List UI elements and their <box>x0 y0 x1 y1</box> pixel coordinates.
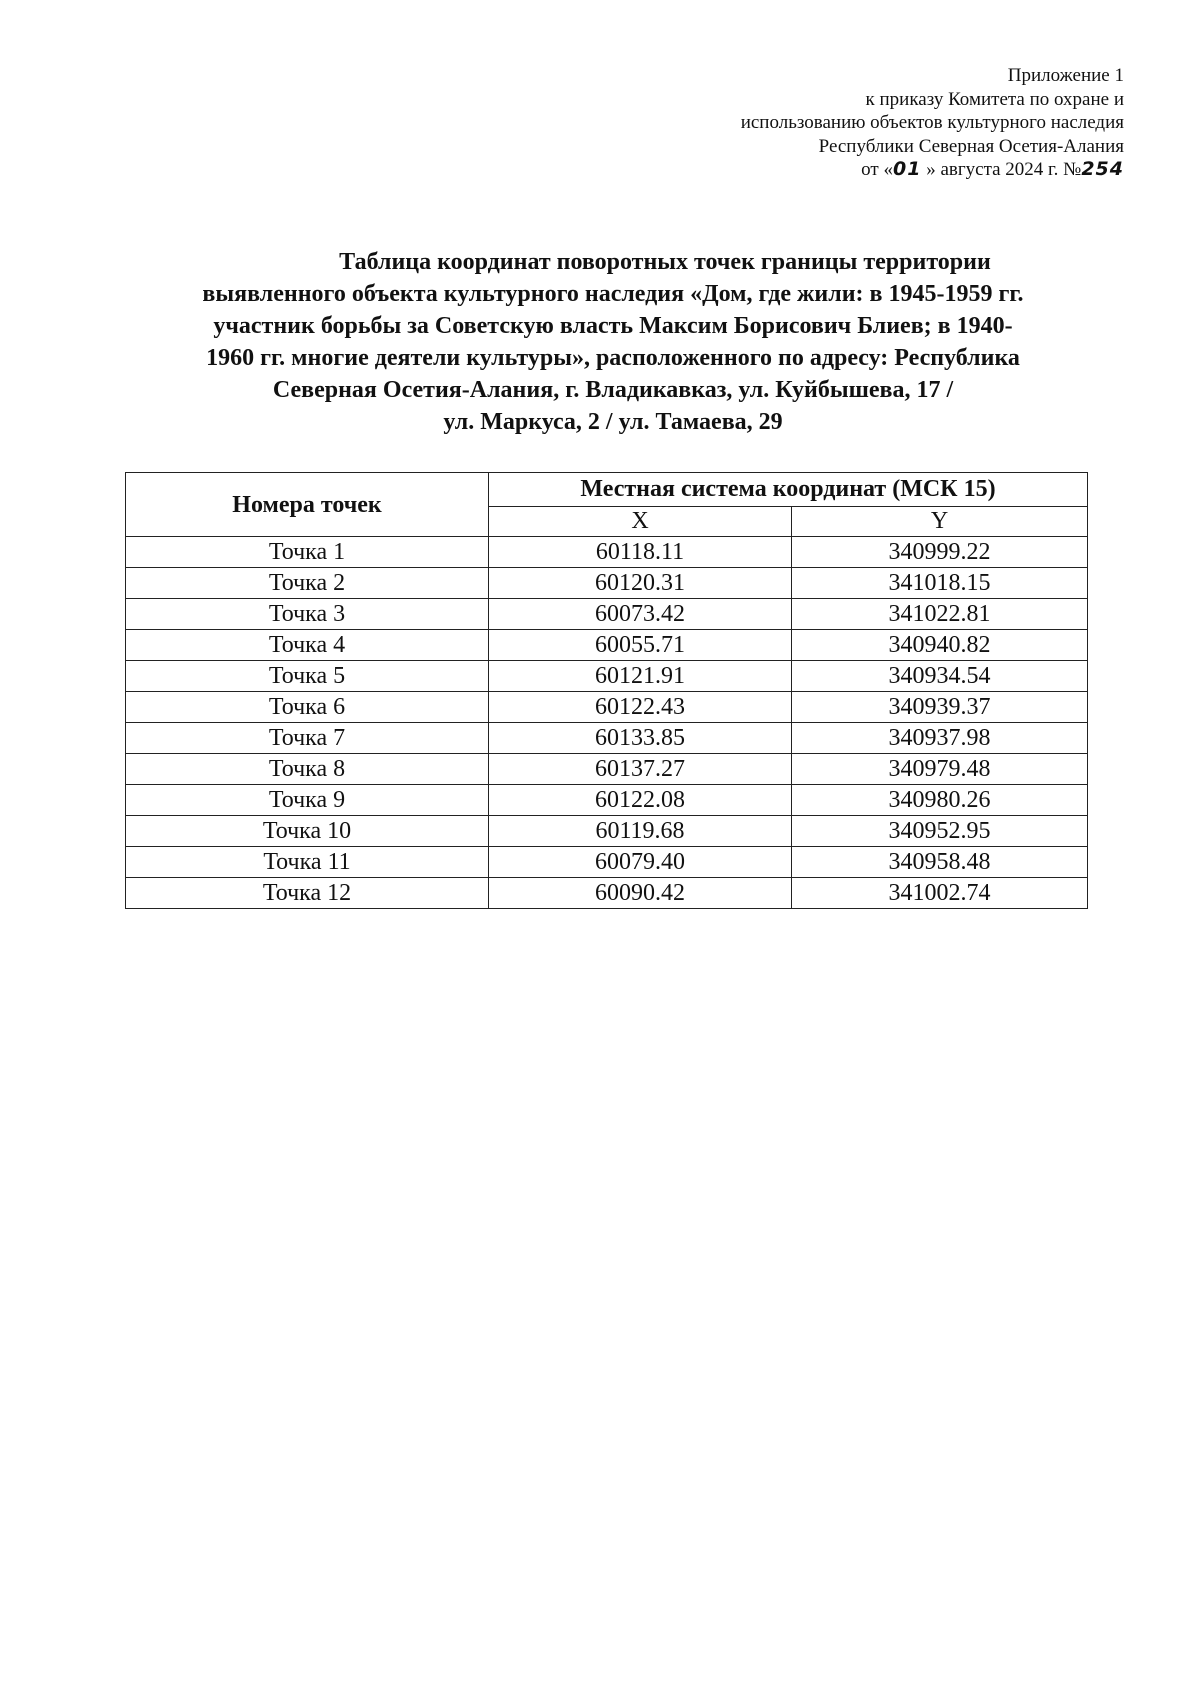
y-coordinate-cell: 340940.82 <box>792 630 1088 661</box>
x-coordinate-cell: 60119.68 <box>489 816 792 847</box>
order-reference-line-2: использованию объектов культурного наследия <box>740 112 1124 133</box>
x-coordinate-cell: 60118.11 <box>489 537 792 568</box>
x-coordinate-cell: 60121.91 <box>489 661 792 692</box>
x-coordinate-cell: 60120.31 <box>489 568 792 599</box>
title-line: выявленного объекта культурного наследия «Дом, где жили: в 1945-1959 гг. <box>202 281 1024 307</box>
point-cell: Точка 3 <box>126 599 489 630</box>
table-row <box>126 723 1088 754</box>
x-coordinate-cell: 60137.27 <box>489 754 792 785</box>
table-row <box>126 599 1088 630</box>
point-cell: Точка 7 <box>126 723 489 754</box>
x-coordinate-cell: 60133.85 <box>489 723 792 754</box>
y-coordinate-cell: 340958.48 <box>792 847 1088 878</box>
y-coordinate-cell: 340934.54 <box>792 661 1088 692</box>
x-coordinate-cell: 60122.43 <box>489 692 792 723</box>
date-day-handwritten: 01 <box>892 158 922 180</box>
y-coordinate-cell: 340939.37 <box>792 692 1088 723</box>
point-cell: Точка 8 <box>126 754 489 785</box>
table-row <box>126 878 1088 909</box>
title-line: Таблица координат поворотных точек границы территории <box>339 249 991 275</box>
point-cell: Точка 11 <box>126 847 489 878</box>
y-coordinate-cell: 340937.98 <box>792 723 1088 754</box>
table-row <box>126 816 1088 847</box>
y-coordinate-cell: 340979.48 <box>792 754 1088 785</box>
order-reference-line-3: Республики Северная Осетия-Алания <box>818 135 1124 157</box>
title-line: Северная Осетия-Алания, г. Владикавказ, ул. Куйбышева, 17 / <box>272 377 954 403</box>
x-coordinate-cell: 60090.42 <box>489 878 792 909</box>
table-body <box>126 537 1088 909</box>
y-coordinate-cell: 341018.15 <box>792 568 1088 599</box>
point-cell: Точка 10 <box>126 816 489 847</box>
table-row <box>126 692 1088 723</box>
table-row <box>126 785 1088 816</box>
point-cell: Точка 9 <box>126 785 489 816</box>
x-coordinate-cell: 60122.08 <box>489 785 792 816</box>
date-prefix: от « <box>861 159 893 180</box>
date-suffix: » августа 2024 г. № <box>921 159 1082 180</box>
point-cell: Точка 6 <box>126 692 489 723</box>
appendix-label: Приложение 1 <box>1007 65 1124 86</box>
y-coordinate-cell: 340980.26 <box>792 785 1088 816</box>
table-row <box>126 537 1088 568</box>
title-line: 1960 гг. многие деятели культуры», расположенного по адресу: Республика <box>206 345 1020 371</box>
order-date-line <box>564 158 1124 182</box>
y-column-header: Y <box>792 507 1088 537</box>
table-row <box>126 630 1088 661</box>
title-line: участник борьбы за Советскую власть Максим Борисович Блиев; в 1940- <box>213 313 1013 339</box>
y-coordinate-cell: 340999.22 <box>792 537 1088 568</box>
title-line: ул. Маркуса, 2 / ул. Тамаева, 29 <box>443 409 783 435</box>
order-reference-line-1: к приказу Комитета по охране и <box>865 88 1124 110</box>
x-coordinate-cell: 60055.71 <box>489 630 792 661</box>
point-cell: Точка 2 <box>126 568 489 599</box>
x-column-header: X <box>489 507 792 537</box>
x-coordinate-cell: 60079.40 <box>489 847 792 878</box>
y-coordinate-cell: 340952.95 <box>792 816 1088 847</box>
y-coordinate-cell: 341002.74 <box>792 878 1088 909</box>
x-coordinate-cell: 60073.42 <box>489 599 792 630</box>
point-cell: Точка 5 <box>126 661 489 692</box>
document-title <box>120 246 1106 438</box>
point-cell: Точка 1 <box>126 537 489 568</box>
coordinates-table <box>125 472 1088 909</box>
point-cell: Точка 4 <box>126 630 489 661</box>
coordinate-system-header: Местная система координат (МСК 15) <box>489 473 1088 507</box>
table-row <box>126 568 1088 599</box>
table-row <box>126 754 1088 785</box>
order-number-handwritten: 254 <box>1081 158 1124 180</box>
points-column-header: Номера точек <box>126 473 489 537</box>
table-row <box>126 661 1088 692</box>
appendix-header <box>564 64 1124 182</box>
y-coordinate-cell: 341022.81 <box>792 599 1088 630</box>
table-row <box>126 847 1088 878</box>
point-cell: Точка 12 <box>126 878 489 909</box>
